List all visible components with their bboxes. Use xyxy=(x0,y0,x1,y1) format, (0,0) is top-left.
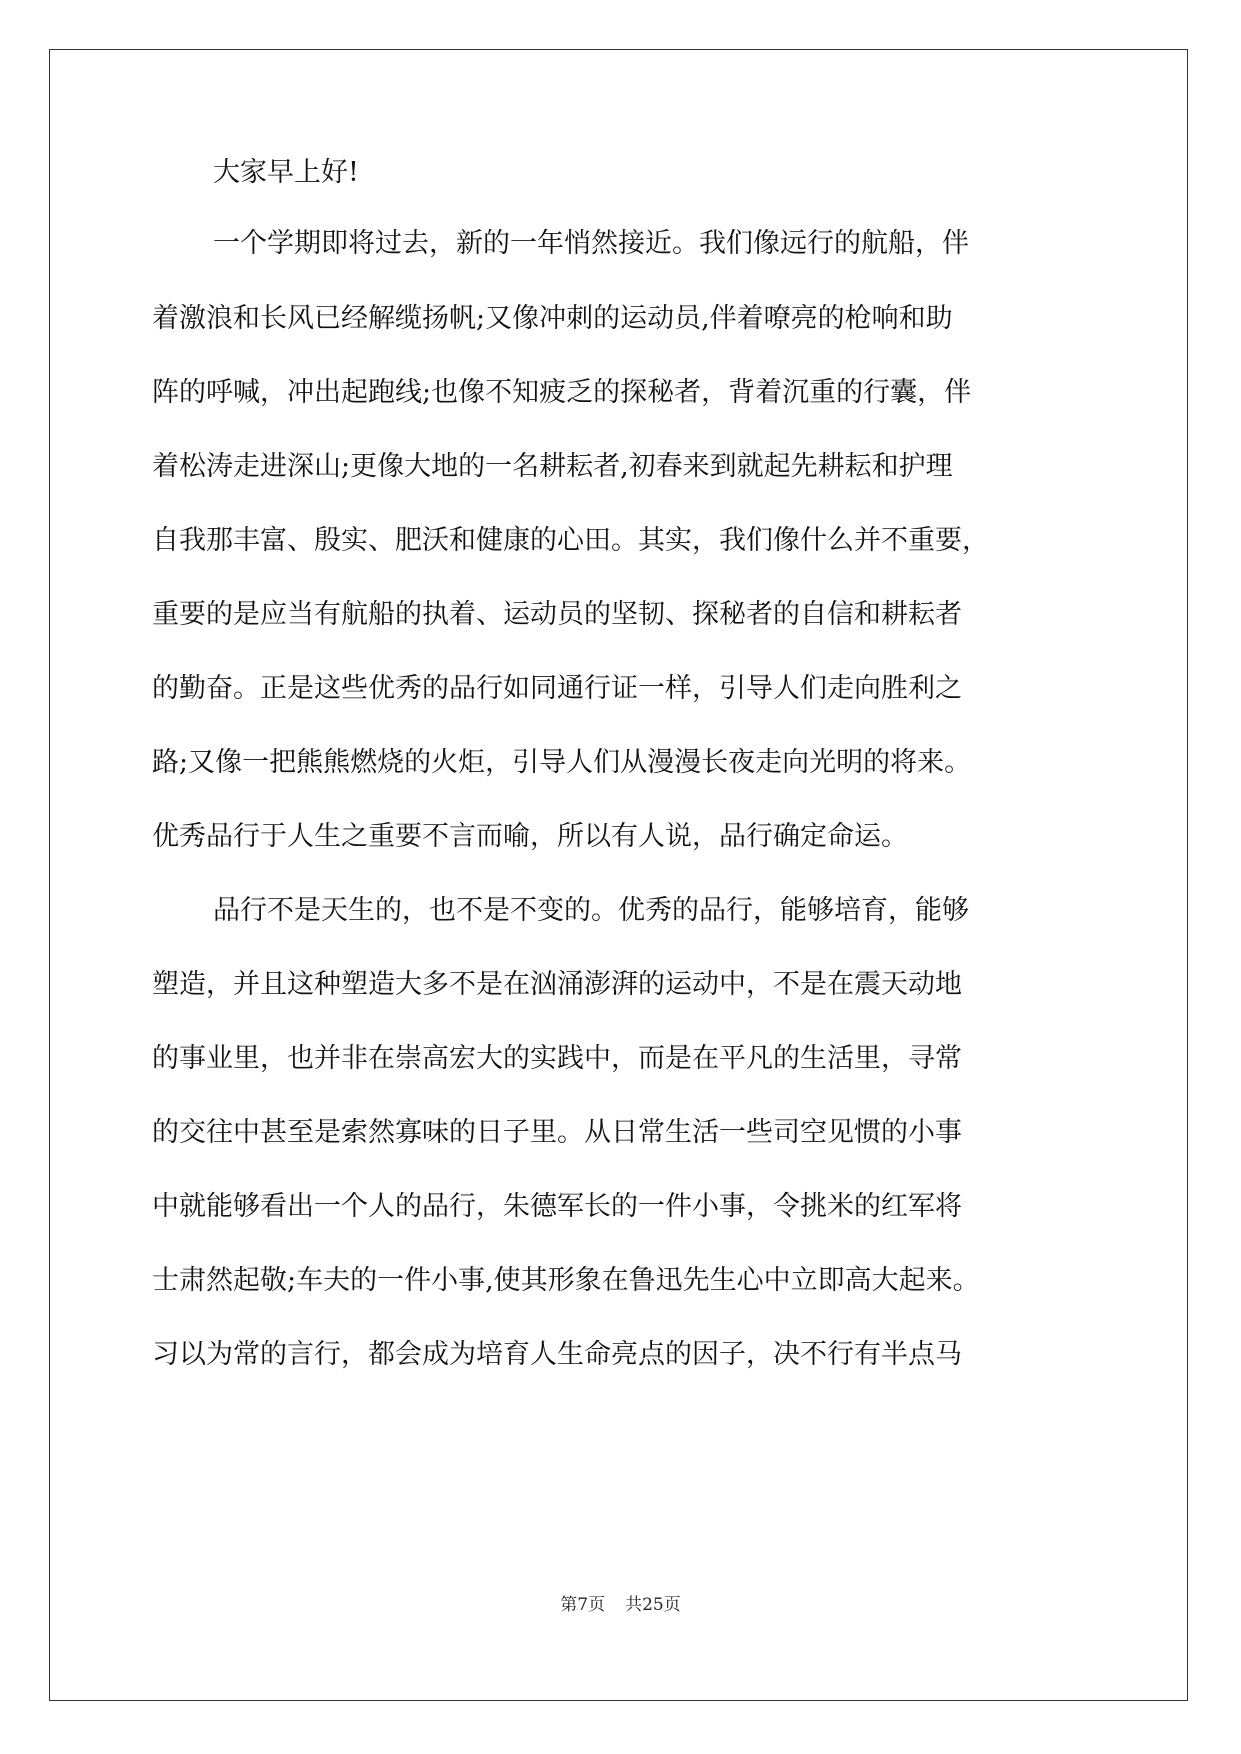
page-total: 共25页 xyxy=(625,1595,681,1615)
paragraph-line: 优秀品行于人生之重要不言而喻，所以有人说，品行确定命运。 xyxy=(152,821,908,852)
paragraph-line: 习以为常的言行，都会成为培育人生命亮点的因子，决不行有半点马 xyxy=(152,1339,962,1370)
paragraph-line: 的交往中甚至是索然寡味的日子里。从日常生活一些司空见惯的小事 xyxy=(152,1117,962,1148)
page-number: 第7页 xyxy=(560,1595,606,1615)
paragraph-line: 的事业里，也并非在崇高宏大的实践中，而是在平凡的生活里，寻常 xyxy=(152,1043,962,1074)
paragraph-line: 中就能够看出一个人的品行，朱德军长的一件小事，令挑米的红军将 xyxy=(152,1191,962,1222)
page-footer xyxy=(0,1590,1241,1615)
paragraph-line: 自我那丰富、殷实、肥沃和健康的心田。其实，我们像什么并不重要， xyxy=(152,525,989,556)
paragraph-line: 一个学期即将过去，新的一年悄然接近。我们像远行的航船，伴 xyxy=(213,228,969,259)
paragraph-line: 着松涛走进深山;更像大地的一名耕耘者,初春来到就起先耕耘和护理 xyxy=(152,451,953,482)
paragraph-line: 着激浪和长风已经解缆扬帆;又像冲刺的运动员,伴着嘹亮的枪响和助 xyxy=(152,303,953,334)
paragraph-line: 阵的呼喊，冲出起跑线;也像不知疲乏的探秘者，背着沉重的行囊，伴 xyxy=(152,377,972,408)
paragraph-line: 的勤奋。正是这些优秀的品行如同通行证一样，引导人们走向胜利之 xyxy=(152,673,962,704)
page-border xyxy=(49,49,1188,1701)
paragraph-line: 士肃然起敬;车夫的一件小事,使其形象在鲁迅先生心中立即高大起来。 xyxy=(152,1265,980,1296)
paragraph-line: 塑造，并且这种塑造大多不是在汹涌澎湃的运动中，不是在震天动地 xyxy=(152,969,962,1000)
paragraph-line: 重要的是应当有航船的执着、运动员的坚韧、探秘者的自信和耕耘者 xyxy=(152,599,962,630)
paragraph-line: 品行不是天生的，也不是不变的。优秀的品行，能够培育，能够 xyxy=(213,895,969,926)
paragraph-line: 路;又像一把熊熊燃烧的火炬，引导人们从漫漫长夜走向光明的将来。 xyxy=(152,747,972,778)
greeting-line: 大家早上好! xyxy=(213,157,359,188)
